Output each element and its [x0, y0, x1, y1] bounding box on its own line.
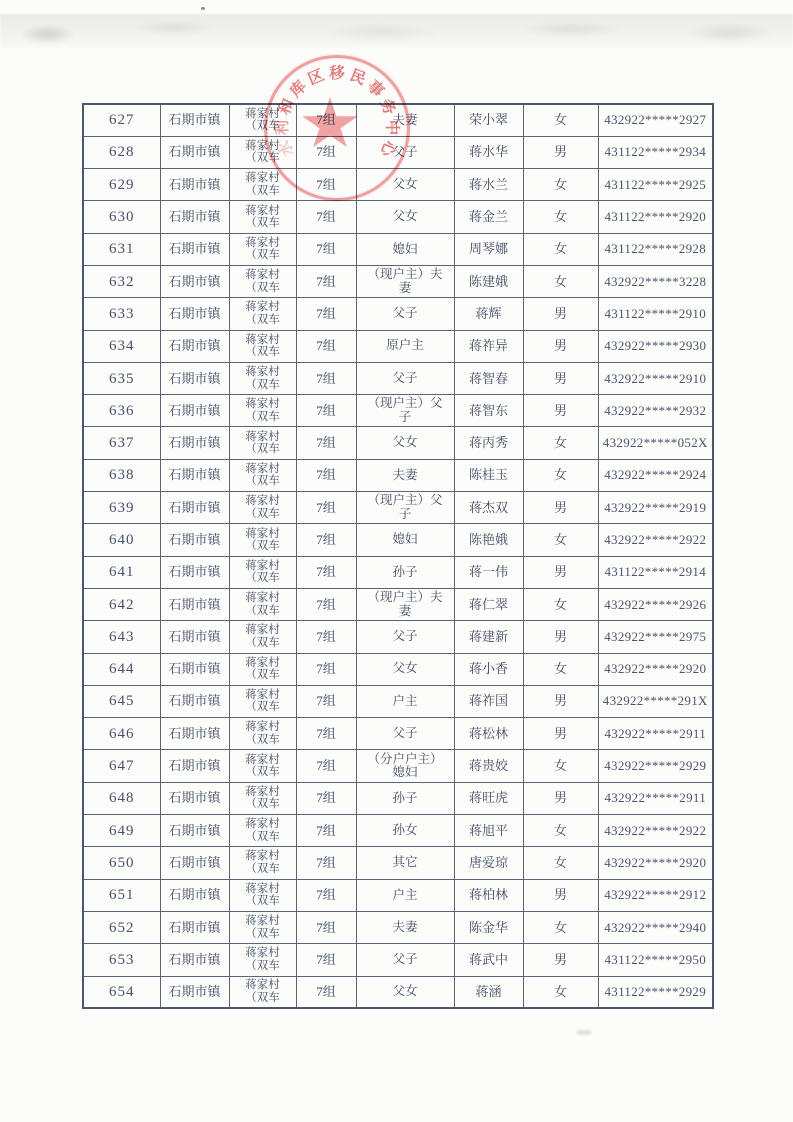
cell-serial-number: 632: [83, 265, 160, 297]
cell-id-number: 432922*****2911: [598, 782, 713, 814]
cell-village: 蒋家村 （双车: [229, 233, 296, 265]
cell-id-number: 432922*****2932: [598, 395, 713, 427]
cell-town: 石期市镇: [160, 815, 229, 847]
cell-person-name: 蒋水华: [454, 136, 523, 168]
cell-village: 蒋家村 （双车: [229, 653, 296, 685]
cell-village: 蒋家村 （双车: [229, 750, 296, 782]
cell-serial-number: 645: [83, 685, 160, 717]
cell-person-name: 蒋建新: [454, 621, 523, 653]
cell-gender: 男: [523, 621, 598, 653]
table-row: [83, 233, 713, 265]
cell-id-number: 431122*****2925: [598, 169, 713, 201]
cell-village: 蒋家村 （双车: [229, 976, 296, 1008]
cell-id-number: 432922*****2912: [598, 879, 713, 911]
official-seal: [264, 55, 410, 201]
cell-group: 7组: [296, 556, 356, 588]
cell-person-name: 蒋杰双: [454, 492, 523, 524]
cell-village: 蒋家村 （双车: [229, 718, 296, 750]
cell-group: 7组: [296, 233, 356, 265]
table-row: [83, 298, 713, 330]
cell-id-number: 432922*****2975: [598, 621, 713, 653]
cell-person-name: 蒋祚国: [454, 685, 523, 717]
cell-group: 7组: [296, 621, 356, 653]
cell-gender: 男: [523, 362, 598, 394]
cell-gender: 女: [523, 104, 598, 136]
cell-village: 蒋家村 （双车: [229, 492, 296, 524]
cell-town: 石期市镇: [160, 201, 229, 233]
table-row: [83, 556, 713, 588]
cell-relation: 原户主: [356, 330, 454, 362]
cell-town: 石期市镇: [160, 621, 229, 653]
cell-group: 7组: [296, 298, 356, 330]
cell-town: 石期市镇: [160, 492, 229, 524]
cell-town: 石期市镇: [160, 847, 229, 879]
cell-serial-number: 642: [83, 588, 160, 620]
cell-id-number: 432922*****2911: [598, 718, 713, 750]
cell-gender: 男: [523, 136, 598, 168]
cell-serial-number: 635: [83, 362, 160, 394]
table-row: [83, 395, 713, 427]
table-body: [83, 104, 713, 1008]
cell-serial-number: 653: [83, 944, 160, 976]
cell-town: 石期市镇: [160, 718, 229, 750]
cell-town: 石期市镇: [160, 524, 229, 556]
cell-gender: 男: [523, 395, 598, 427]
cell-person-name: 周琴娜: [454, 233, 523, 265]
cell-village: 蒋家村 （双车: [229, 201, 296, 233]
cell-person-name: 蒋仁翠: [454, 588, 523, 620]
cell-serial-number: 638: [83, 459, 160, 491]
cell-relation: 父女: [356, 653, 454, 685]
cell-group: 7组: [296, 169, 356, 201]
cell-person-name: 陈建娥: [454, 265, 523, 297]
cell-person-name: 蒋涵: [454, 976, 523, 1008]
cell-village: 蒋家村 （双车: [229, 427, 296, 459]
cell-town: 石期市镇: [160, 395, 229, 427]
cell-person-name: 唐爱琼: [454, 847, 523, 879]
cell-group: 7组: [296, 944, 356, 976]
cell-group: 7组: [296, 459, 356, 491]
cell-village: 蒋家村 （双车: [229, 104, 296, 136]
cell-relation: 媳妇: [356, 233, 454, 265]
cell-gender: 男: [523, 556, 598, 588]
table-row: [83, 427, 713, 459]
cell-group: 7组: [296, 427, 356, 459]
cell-group: 7组: [296, 492, 356, 524]
cell-town: 石期市镇: [160, 944, 229, 976]
cell-town: 石期市镇: [160, 459, 229, 491]
cell-id-number: 431122*****2934: [598, 136, 713, 168]
cell-serial-number: 636: [83, 395, 160, 427]
cell-serial-number: 627: [83, 104, 160, 136]
cell-person-name: 陈艳娥: [454, 524, 523, 556]
cell-village: 蒋家村 （双车: [229, 911, 296, 943]
resident-roster-table: [82, 103, 714, 1009]
table-row: [83, 265, 713, 297]
cell-relation: （现户主）夫妻: [356, 265, 454, 297]
cell-person-name: 蒋武中: [454, 944, 523, 976]
table-row: [83, 750, 713, 782]
table-row: [83, 976, 713, 1008]
cell-id-number: 432922*****2922: [598, 815, 713, 847]
cell-town: 石期市镇: [160, 330, 229, 362]
cell-gender: 男: [523, 298, 598, 330]
cell-village: 蒋家村 （双车: [229, 621, 296, 653]
cell-serial-number: 628: [83, 136, 160, 168]
cell-id-number: 432922*****2926: [598, 588, 713, 620]
table-row: [83, 685, 713, 717]
cell-id-number: 431122*****2929: [598, 976, 713, 1008]
seal-arc-text: 水 利 和 库 区 移 民 事 务 中 心: [273, 65, 401, 159]
cell-town: 石期市镇: [160, 588, 229, 620]
cell-serial-number: 643: [83, 621, 160, 653]
table-row: [83, 524, 713, 556]
cell-town: 石期市镇: [160, 298, 229, 330]
cell-gender: 女: [523, 201, 598, 233]
cell-relation: 户主: [356, 879, 454, 911]
cell-serial-number: 651: [83, 879, 160, 911]
cell-id-number: 432922*****2910: [598, 362, 713, 394]
cell-relation: 其它: [356, 847, 454, 879]
cell-group: 7组: [296, 524, 356, 556]
cell-group: 7组: [296, 685, 356, 717]
cell-relation: 孙子: [356, 782, 454, 814]
cell-person-name: 蒋一伟: [454, 556, 523, 588]
table-row: [83, 201, 713, 233]
cell-relation: 父子: [356, 136, 454, 168]
cell-id-number: 432922*****052X: [598, 427, 713, 459]
cell-village: 蒋家村 （双车: [229, 330, 296, 362]
cell-serial-number: 641: [83, 556, 160, 588]
cell-serial-number: 633: [83, 298, 160, 330]
cell-village: 蒋家村 （双车: [229, 815, 296, 847]
cell-gender: 女: [523, 815, 598, 847]
cell-gender: 男: [523, 492, 598, 524]
scan-smudge: [576, 1030, 592, 1035]
table-row: [83, 944, 713, 976]
table-row: [83, 588, 713, 620]
cell-village: 蒋家村 （双车: [229, 879, 296, 911]
cell-town: 石期市镇: [160, 750, 229, 782]
cell-serial-number: 648: [83, 782, 160, 814]
cell-group: 7组: [296, 911, 356, 943]
cell-village: 蒋家村 （双车: [229, 136, 296, 168]
cell-gender: 女: [523, 233, 598, 265]
cell-gender: 女: [523, 976, 598, 1008]
table-row: [83, 879, 713, 911]
cell-id-number: 431122*****2910: [598, 298, 713, 330]
cell-gender: 女: [523, 750, 598, 782]
cell-id-number: 432922*****291X: [598, 685, 713, 717]
cell-gender: 女: [523, 588, 598, 620]
cell-gender: 女: [523, 911, 598, 943]
cell-town: 石期市镇: [160, 362, 229, 394]
cell-group: 7组: [296, 815, 356, 847]
cell-town: 石期市镇: [160, 879, 229, 911]
cell-person-name: 蒋祚异: [454, 330, 523, 362]
cell-gender: 女: [523, 459, 598, 491]
cell-person-name: 蒋小香: [454, 653, 523, 685]
table-row: [83, 492, 713, 524]
table-row: [83, 459, 713, 491]
cell-group: 7组: [296, 879, 356, 911]
cell-group: 7组: [296, 330, 356, 362]
cell-village: 蒋家村 （双车: [229, 847, 296, 879]
cell-group: 7组: [296, 653, 356, 685]
cell-group: 7组: [296, 976, 356, 1008]
cell-person-name: 蒋辉: [454, 298, 523, 330]
cell-village: 蒋家村 （双车: [229, 556, 296, 588]
table-row: [83, 782, 713, 814]
cell-village: 蒋家村 （双车: [229, 298, 296, 330]
cell-person-name: 蒋智东: [454, 395, 523, 427]
cell-serial-number: 640: [83, 524, 160, 556]
cell-village: 蒋家村 （双车: [229, 944, 296, 976]
scan-speck: [201, 7, 205, 10]
cell-gender: 女: [523, 427, 598, 459]
cell-person-name: 蒋智春: [454, 362, 523, 394]
cell-town: 石期市镇: [160, 104, 229, 136]
cell-group: 7组: [296, 588, 356, 620]
cell-village: 蒋家村 （双车: [229, 685, 296, 717]
cell-person-name: 蒋贵姣: [454, 750, 523, 782]
cell-group: 7组: [296, 782, 356, 814]
table-row: [83, 847, 713, 879]
cell-town: 石期市镇: [160, 782, 229, 814]
cell-id-number: 432922*****2927: [598, 104, 713, 136]
cell-relation: 夫妻: [356, 459, 454, 491]
cell-village: 蒋家村 （双车: [229, 782, 296, 814]
scanner-artifact-band: [0, 14, 793, 48]
cell-relation: 父女: [356, 427, 454, 459]
cell-id-number: 431122*****2928: [598, 233, 713, 265]
cell-serial-number: 631: [83, 233, 160, 265]
cell-relation: 父子: [356, 298, 454, 330]
cell-serial-number: 634: [83, 330, 160, 362]
cell-person-name: 蒋柏林: [454, 879, 523, 911]
cell-id-number: 432922*****2922: [598, 524, 713, 556]
cell-relation: （现户主）夫妻: [356, 588, 454, 620]
cell-serial-number: 649: [83, 815, 160, 847]
cell-relation: （分户户主）媳妇: [356, 750, 454, 782]
cell-village: 蒋家村 （双车: [229, 524, 296, 556]
cell-gender: 女: [523, 265, 598, 297]
cell-gender: 女: [523, 847, 598, 879]
cell-village: 蒋家村 （双车: [229, 588, 296, 620]
cell-serial-number: 652: [83, 911, 160, 943]
cell-serial-number: 646: [83, 718, 160, 750]
cell-person-name: 陈金华: [454, 911, 523, 943]
cell-gender: 男: [523, 718, 598, 750]
table-row: [83, 815, 713, 847]
cell-id-number: 432922*****2924: [598, 459, 713, 491]
cell-group: 7组: [296, 362, 356, 394]
cell-gender: 女: [523, 653, 598, 685]
cell-relation: 夫妻: [356, 104, 454, 136]
cell-relation: 媳妇: [356, 524, 454, 556]
cell-person-name: 蒋旺虎: [454, 782, 523, 814]
cell-gender: 女: [523, 524, 598, 556]
cell-id-number: 432922*****2940: [598, 911, 713, 943]
table-row: [83, 621, 713, 653]
cell-town: 石期市镇: [160, 136, 229, 168]
cell-town: 石期市镇: [160, 427, 229, 459]
cell-group: 7组: [296, 718, 356, 750]
cell-group: 7组: [296, 265, 356, 297]
cell-id-number: 432922*****2920: [598, 653, 713, 685]
cell-town: 石期市镇: [160, 911, 229, 943]
cell-town: 石期市镇: [160, 233, 229, 265]
cell-relation: （现户主）父子: [356, 492, 454, 524]
cell-town: 石期市镇: [160, 976, 229, 1008]
cell-person-name: 蒋旭平: [454, 815, 523, 847]
cell-town: 石期市镇: [160, 169, 229, 201]
cell-relation: 户主: [356, 685, 454, 717]
cell-serial-number: 629: [83, 169, 160, 201]
cell-group: 7组: [296, 201, 356, 233]
cell-person-name: 蒋丙秀: [454, 427, 523, 459]
cell-gender: 男: [523, 944, 598, 976]
cell-gender: 女: [523, 169, 598, 201]
cell-town: 石期市镇: [160, 556, 229, 588]
cell-group: 7组: [296, 395, 356, 427]
cell-id-number: 431122*****2950: [598, 944, 713, 976]
cell-village: 蒋家村 （双车: [229, 362, 296, 394]
cell-relation: 父女: [356, 169, 454, 201]
cell-person-name: 荣小翠: [454, 104, 523, 136]
cell-town: 石期市镇: [160, 653, 229, 685]
cell-village: 蒋家村 （双车: [229, 459, 296, 491]
cell-serial-number: 644: [83, 653, 160, 685]
table-row: [83, 653, 713, 685]
cell-serial-number: 630: [83, 201, 160, 233]
table-row: [83, 362, 713, 394]
cell-relation: 父子: [356, 362, 454, 394]
cell-serial-number: 654: [83, 976, 160, 1008]
cell-id-number: 431122*****2920: [598, 201, 713, 233]
cell-person-name: 蒋水兰: [454, 169, 523, 201]
cell-group: 7组: [296, 750, 356, 782]
cell-person-name: 蒋金兰: [454, 201, 523, 233]
cell-gender: 男: [523, 685, 598, 717]
cell-relation: 父子: [356, 621, 454, 653]
cell-group: 7组: [296, 847, 356, 879]
cell-gender: 男: [523, 879, 598, 911]
cell-relation: 父女: [356, 201, 454, 233]
cell-relation: 孙女: [356, 815, 454, 847]
cell-group: 7组: [296, 136, 356, 168]
cell-relation: 父女: [356, 976, 454, 1008]
cell-person-name: 陈桂玉: [454, 459, 523, 491]
cell-serial-number: 637: [83, 427, 160, 459]
cell-id-number: 431122*****2914: [598, 556, 713, 588]
cell-id-number: 432922*****2930: [598, 330, 713, 362]
cell-village: 蒋家村 （双车: [229, 265, 296, 297]
table-row: [83, 718, 713, 750]
cell-town: 石期市镇: [160, 265, 229, 297]
cell-relation: （现户主）父子: [356, 395, 454, 427]
cell-serial-number: 647: [83, 750, 160, 782]
table-row: [83, 330, 713, 362]
cell-gender: 男: [523, 782, 598, 814]
cell-village: 蒋家村 （双车: [229, 169, 296, 201]
cell-id-number: 432922*****2920: [598, 847, 713, 879]
cell-relation: 孙子: [356, 556, 454, 588]
cell-town: 石期市镇: [160, 685, 229, 717]
table-row: [83, 911, 713, 943]
cell-relation: 父子: [356, 944, 454, 976]
cell-relation: 父子: [356, 718, 454, 750]
cell-serial-number: 650: [83, 847, 160, 879]
cell-id-number: 432922*****2919: [598, 492, 713, 524]
cell-id-number: 432922*****3228: [598, 265, 713, 297]
cell-person-name: 蒋松林: [454, 718, 523, 750]
cell-relation: 夫妻: [356, 911, 454, 943]
cell-id-number: 432922*****2929: [598, 750, 713, 782]
cell-gender: 男: [523, 330, 598, 362]
cell-village: 蒋家村 （双车: [229, 395, 296, 427]
cell-serial-number: 639: [83, 492, 160, 524]
